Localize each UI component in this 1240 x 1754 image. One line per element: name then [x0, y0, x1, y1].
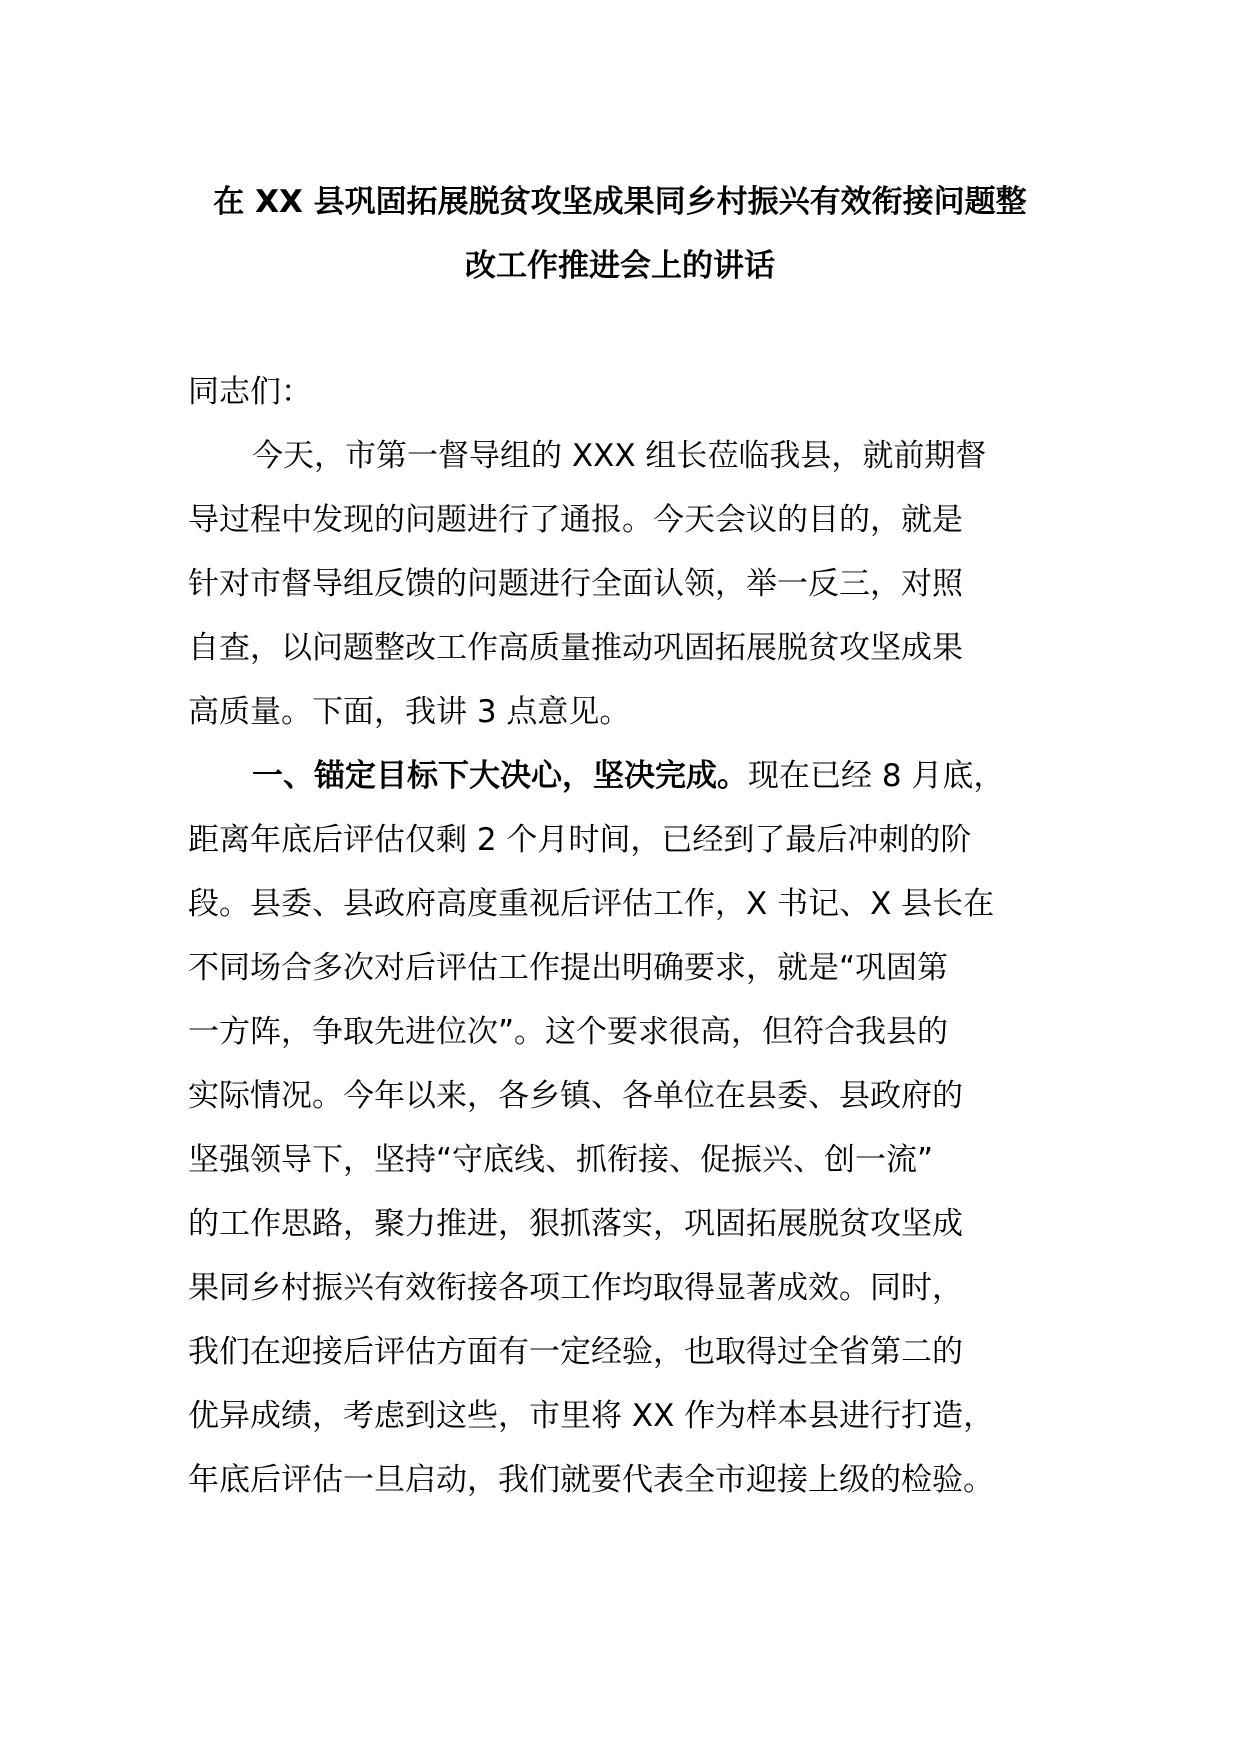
section-1-line-7: 坚强领导下，坚持“守底线、抓衔接、促振兴、创一流”: [188, 1142, 934, 1178]
document-title: [180, 170, 1060, 298]
paragraph-1-line-4: 自查，以问题整改工作高质量推动巩固拓展脱贫攻坚成果: [188, 630, 963, 666]
document-body: [188, 360, 1068, 1512]
section-1-line-6: 实际情况。今年以来，各乡镇、各单位在县委、县政府的: [188, 1078, 963, 1114]
paragraph-1-line-3: 针对市督导组反馈的问题进行全面认领，举一反三，对照: [188, 566, 963, 602]
section-1-line-2: 距离年底后评估仅剩 2 个月时间，已经到了最后冲刺的阶: [188, 822, 972, 858]
paragraph-1-line-2: 导过程中发现的问题进行了通报。今天会议的目的，就是: [188, 502, 963, 538]
section-1-line-11: 优异成绩，考虑到这些，市里将 XX 作为样本县进行打造，: [188, 1398, 995, 1434]
salutation: 同志们：: [188, 374, 312, 410]
section-1-line-5: 一方阵，争取先进位次”。这个要求很高，但符合我县的: [188, 1014, 949, 1050]
section-1-line-4: 不同场合多次对后评估工作提出明确要求，就是“巩固第: [188, 950, 949, 986]
title-line-2: 改工作推进会上的讲话: [465, 248, 775, 284]
section-1-heading: 一、锚定目标下大决心，坚决完成。: [252, 758, 748, 794]
title-line-1: 在 XX 县巩固拓展脱贫攻坚成果同乡村振兴有效衔接问题整: [213, 184, 1027, 220]
paragraph-1-line-1: 今天，市第一督导组的 XXX 组长莅临我县，就前期督: [252, 438, 987, 474]
section-1-first-line: [188, 744, 1068, 808]
section-1-first-line-text: 现在已经 8 月底，: [748, 758, 1005, 794]
section-1-line-3: 段。县委、县政府高度重视后评估工作，X 书记、X 县长在: [188, 886, 995, 922]
section-1-line-10: 我们在迎接后评估方面有一定经验，也取得过全省第二的: [188, 1334, 963, 1370]
section-1-line-12: 年底后评估一旦启动，我们就要代表全市迎接上级的检验。: [188, 1462, 994, 1498]
section-1-line-8: 的工作思路，聚力推进，狠抓落实，巩固拓展脱贫攻坚成: [188, 1206, 963, 1242]
paragraph-1-line-5: 高质量。下面，我讲 3 点意见。: [188, 694, 631, 730]
section-1-line-9: 果同乡村振兴有效衔接各项工作均取得显著成效。同时，: [188, 1270, 963, 1306]
